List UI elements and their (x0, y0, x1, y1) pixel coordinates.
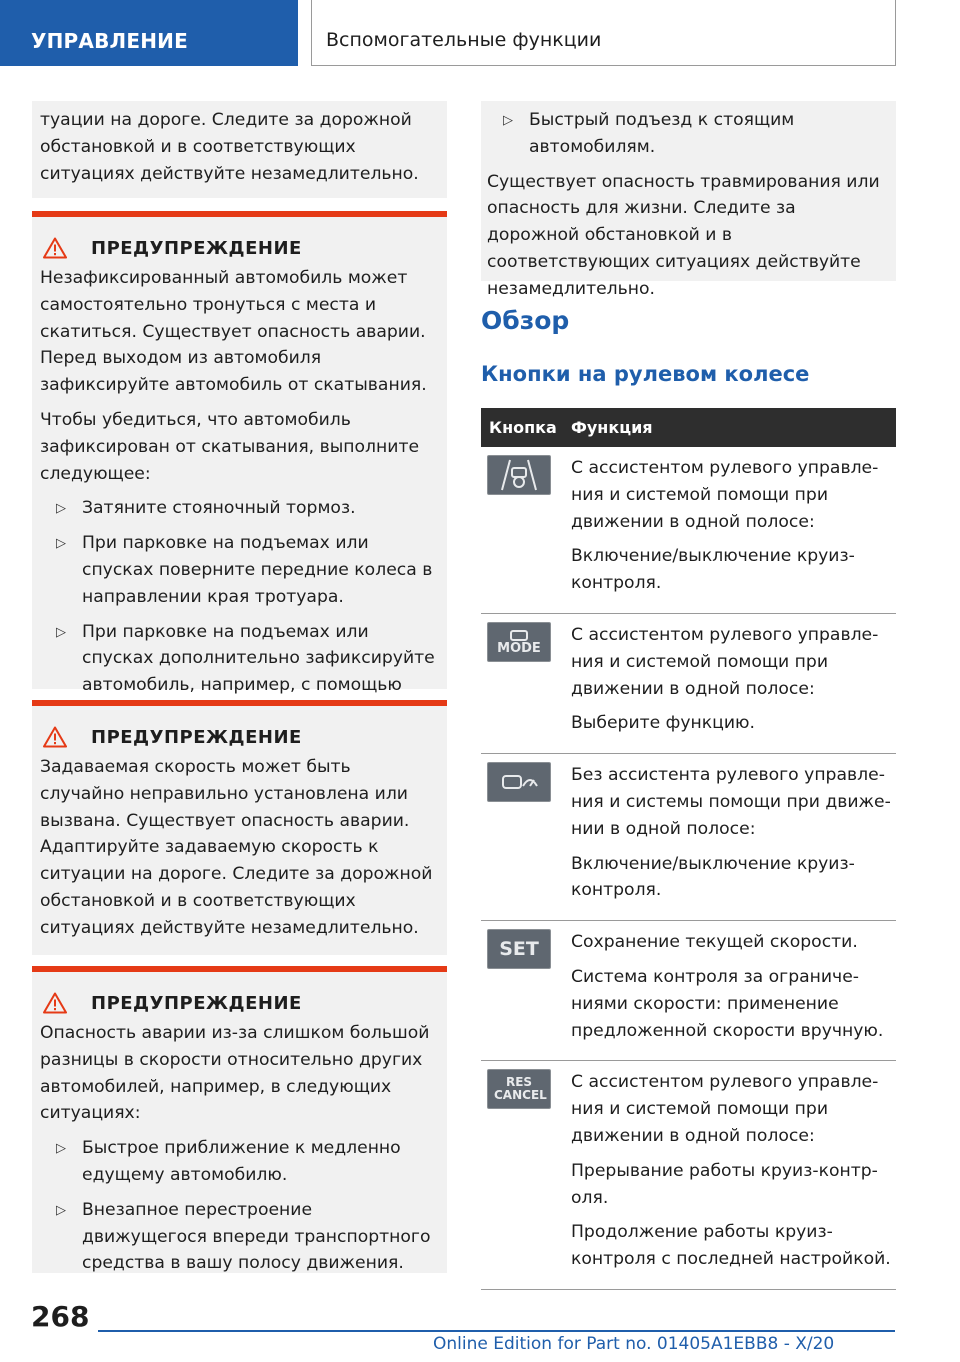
intro-text: туации на дороге. Следите за дорожной обстановкой и в соответствующих ситуациях действуйте незамедлительно. (40, 110, 419, 184)
section-tab: УПРАВЛЕНИЕ (0, 0, 298, 66)
function-text: Продолжение работы круиз-контроля с последней настройкой. (571, 1222, 891, 1270)
bullet-triangle-icon: ▷ (56, 1141, 66, 1157)
bullet-triangle-icon: ▷ (503, 113, 513, 128)
table-row (481, 921, 896, 1061)
warning-box-rollaway (32, 211, 447, 696)
list-item: ▷ При парковке на подъемах или спусках поверните передние колеса в направлении края тротуара. (56, 533, 433, 607)
warning-box-set-speed (32, 700, 447, 955)
table-row (481, 447, 896, 613)
set-icon-label: SET (499, 937, 539, 960)
bullet-triangle-icon: ▷ (56, 624, 66, 640)
warning-title: ПРЕДУПРЕЖДЕНИЕ (91, 726, 302, 748)
warning-title: ПРЕДУПРЕЖДЕНИЕ (91, 992, 302, 1014)
bullet-triangle-icon: ▷ (56, 536, 66, 552)
function-text: Система контроля за ограничениями скорости: применение предложенной скорости вручную. (571, 966, 884, 1041)
chapter-title: Вспомогательные функции (311, 0, 896, 66)
col-button-header: Кнопка (481, 408, 563, 447)
footer-edition: Online Edition for Part no. 01405A1EBB8 - X/20 (433, 1334, 835, 1354)
heading-overview: Обзор (481, 306, 570, 335)
function-text: Включение/выключение круиз-контроля. (571, 546, 855, 594)
warning-triangle-icon (43, 992, 67, 1014)
mode-icon-label: MODE (497, 640, 541, 656)
function-text: Сохранение текущей скорости. (571, 932, 858, 953)
list-item: ▷ Затяните стояночный тормоз. (40, 495, 439, 522)
col-function-header: Функция (563, 408, 896, 447)
warning-triangle-icon (43, 237, 67, 259)
buttons-table (481, 408, 896, 1290)
heading-steering-wheel-buttons: Кнопки на рулевом колесе (481, 362, 810, 386)
bullet-triangle-icon: ▷ (56, 501, 66, 517)
function-text: С ассистентом рулевого управления и системой помощи при движении в одной полосе: (571, 458, 879, 532)
warning-header (40, 237, 439, 259)
lane-assist-cruise-icon (487, 455, 551, 495)
table-row (481, 1061, 896, 1290)
table-row (481, 754, 896, 921)
list-item: ▷ Внезапное перестроение движущегося впереди транспортного средства в вашу полосу движения. (56, 1199, 431, 1274)
mode-icon (487, 622, 551, 662)
continued-warning-box (481, 101, 896, 299)
set-icon (487, 929, 551, 969)
warning-box-speed-difference (32, 966, 447, 1273)
table-header-row (481, 408, 896, 447)
footer-rule (98, 1330, 895, 1332)
warning-header (40, 726, 439, 748)
table-row (481, 613, 896, 753)
warning-paragraph: Опасность аварии из-за слишком большой разницы в скорости относительно других автомобилей, например, в следующих ситуациях: (40, 1023, 430, 1124)
cruise-control-icon (487, 762, 551, 802)
function-text: С ассистентом рулевого управления и системой помощи при движении в одной полосе: (571, 624, 879, 699)
bullet-list (40, 1135, 439, 1277)
warning-paragraph: Задаваемая скорость может быть случайно неправильно установлена или вызвана. Существует опасность аварии. Адаптируйте задаваемую скорость к ситуации на дороге. Следите за дорожной обстановкой и в соответствующих ситуациях действуйте незамедлительно. (40, 757, 433, 938)
function-text: Прерывание работы круиз-контроля. (571, 1160, 878, 1208)
res-cancel-icon (487, 1069, 551, 1109)
function-text: С ассистентом рулевого управления и системой помощи при движении в одной полосе: (571, 1072, 879, 1146)
bullet-list (40, 495, 439, 725)
list-item: ▷ При парковке на подъемах или спусках дополнительно зафиксируйте автомобиль, например, с помощью (56, 621, 435, 696)
warning-header (40, 992, 439, 1014)
bullet-list (487, 107, 888, 161)
list-item: ▷ Быстрое приближение к медленно едущему автомобилю. (56, 1138, 401, 1185)
page-number: 268 (31, 1300, 90, 1333)
function-text: Выберите функцию. (571, 713, 755, 734)
warning-triangle-icon (43, 726, 67, 748)
warning-paragraph: Существует опасность травмирования или опасность для жизни. Следите за дорожной обстановкой и в соответствующих ситуациях действуйте незамедлительно. (487, 171, 880, 299)
warning-title: ПРЕДУПРЕЖДЕНИЕ (91, 237, 302, 259)
intro-box (32, 101, 447, 198)
res-cancel-icon-label: RES CANCEL (494, 1075, 547, 1103)
bullet-triangle-icon: ▷ (56, 1202, 66, 1218)
function-text: Без ассистента рулевого управления и системы помощи при движении в одной полосе: (571, 765, 891, 839)
list-item: ▷ Быстрый подъезд к стоящим автомобилям. (503, 110, 795, 157)
function-text: Включение/выключение круиз-контроля. (571, 853, 855, 901)
warning-paragraph: Незафиксированный автомобиль может самостоятельно тронуться с места и скатиться. Существует опасность аварии. Перед выходом из автомобиля зафиксируйте автомобиль от скатывания. (40, 268, 427, 396)
warning-paragraph: Чтобы убедиться, что автомобиль зафиксирован от скатывания, выполните следующее: (40, 409, 420, 484)
